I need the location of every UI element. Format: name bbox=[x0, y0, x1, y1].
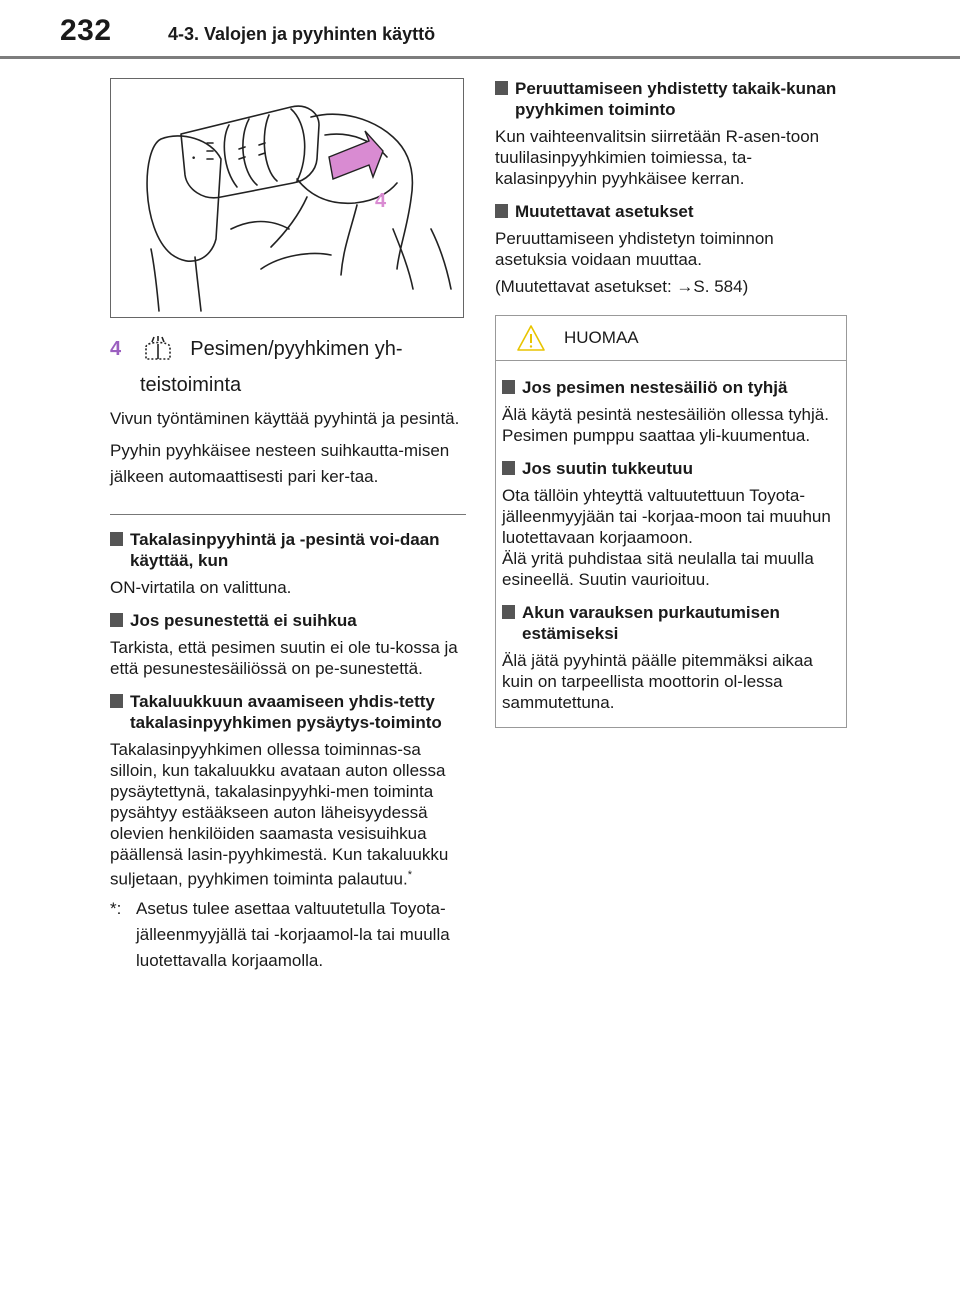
item-4-paragraph-1: Vivun työntäminen käyttää pyyhintä ja pesintä. bbox=[110, 409, 460, 428]
page-number: 232 bbox=[60, 14, 112, 47]
section-title: Takalasinpyyhintä ja -pesintä voi-daan käyttää, kun bbox=[110, 529, 466, 571]
chapter-title: 4-3. Valojen ja pyyhinten käyttö bbox=[168, 24, 436, 44]
header-rule bbox=[0, 56, 960, 59]
section-title: Jos pesunestettä ei suihkua bbox=[110, 610, 466, 631]
svg-text:•: • bbox=[191, 154, 197, 164]
footnote-marker: * bbox=[407, 869, 412, 881]
footnote bbox=[110, 896, 466, 974]
right-column bbox=[495, 78, 847, 728]
square-bullet-icon bbox=[502, 380, 515, 394]
wiper-lever-illustration bbox=[110, 78, 464, 318]
notice-section-title: Akun varauksen purkautumisen estämiseksi bbox=[502, 602, 840, 644]
notice-section-body-2: Älä yritä puhdistaa sitä neulalla tai muulla esineellä. Suutin vaurioituu. bbox=[502, 549, 814, 589]
warning-triangle-icon bbox=[516, 324, 546, 357]
section-divider bbox=[110, 514, 466, 515]
notice-header bbox=[496, 316, 846, 361]
left-column bbox=[110, 78, 466, 974]
notice-body bbox=[496, 361, 846, 727]
notice-section-body: Älä jätä pyyhintä päälle pitemmäksi aikaa kuin on tarpeellista moottorin ol-lessa sammutettuna. bbox=[502, 651, 813, 712]
notice-label: HUOMAA bbox=[564, 328, 639, 347]
square-bullet-icon bbox=[110, 694, 123, 708]
section-title: Muutettavat asetukset bbox=[495, 201, 847, 222]
item-title-line1: Pesimen/pyyhkimen yh- bbox=[190, 338, 403, 360]
washer-wiper-icon bbox=[143, 335, 173, 370]
square-bullet-icon bbox=[110, 613, 123, 627]
lever-drawing bbox=[111, 79, 463, 317]
square-bullet-icon bbox=[495, 81, 508, 95]
notice-section-title: Jos suutin tukkeutuu bbox=[502, 458, 840, 479]
page-header bbox=[0, 0, 960, 60]
footnote-mark: *: bbox=[110, 898, 122, 918]
notice-box bbox=[495, 315, 847, 728]
notice-section-body: Ota tällöin yhteyttä valtuutettuun Toyota-jälleenmyyjään tai -korjaa-moon tai muuhun luotettavaan korjaamoon. bbox=[502, 486, 831, 547]
section-body: Tarkista, että pesimen suutin ei ole tu-kossa ja että pesunestesäiliössä on pe-sunestettä. bbox=[110, 638, 458, 678]
square-bullet-icon bbox=[495, 204, 508, 218]
item-4-paragraph-2: Pyyhin pyyhkäisee nesteen suihkautta-misen jälkeen automaattisesti pari ker-taa. bbox=[110, 441, 450, 486]
section-title: Peruuttamiseen yhdistetty takaik-kunan pyyhkimen toiminto bbox=[495, 78, 847, 120]
notice-section-title: Jos pesimen nestesäiliö on tyhjä bbox=[502, 377, 840, 398]
figure-callout: 4 bbox=[375, 190, 387, 212]
section-body: ON-virtatila on valittuna. bbox=[110, 578, 292, 597]
section-title: Takaluukkuun avaamiseen yhdis-tetty takalasinpyyhkimen pysäytys-toiminto bbox=[110, 691, 466, 733]
cross-reference: (Muutettavat asetukset: →S. 584) bbox=[495, 277, 749, 296]
section-body: Takalasinpyyhkimen ollessa toiminnas-sa silloin, kun takaluukku avataan auton ollessa pysäytettynä, takalasinpyyhki-men toiminta pysähtyy estääkseen auton läheisyydessä olevien henkilöiden saamasta vesisuihkua päällensä lasin-pyyhkimestä. Kun takaluukku suljetaan, pyyhkimen toiminta palautuu.* bbox=[110, 740, 449, 889]
item-4-heading bbox=[110, 334, 466, 400]
square-bullet-icon bbox=[502, 461, 515, 475]
square-bullet-icon bbox=[110, 532, 123, 546]
footnote-text: Asetus tulee asettaa valtuutetulla Toyota-jälleenmyyjällä tai -korjaamol-la tai muulla luotettavalla korjaamolla. bbox=[136, 898, 450, 970]
square-bullet-icon bbox=[502, 605, 515, 619]
section-body: Peruuttamiseen yhdistetyn toiminnon asetuksia voidaan muuttaa. bbox=[495, 229, 774, 269]
notice-section-body: Älä käytä pesintä nestesäiliön ollessa tyhjä. Pesimen pumppu saattaa yli-kuumentua. bbox=[502, 405, 829, 445]
section-body: Kun vaihteenvalitsin siirretään R-asen-toon tuulilasinpyyhkimien toimiessa, ta-kalasinpyyhin pyyhkäisee kerran. bbox=[495, 127, 820, 188]
item-number: 4 bbox=[110, 338, 122, 360]
item-title-line2: teistoiminta bbox=[140, 374, 242, 396]
